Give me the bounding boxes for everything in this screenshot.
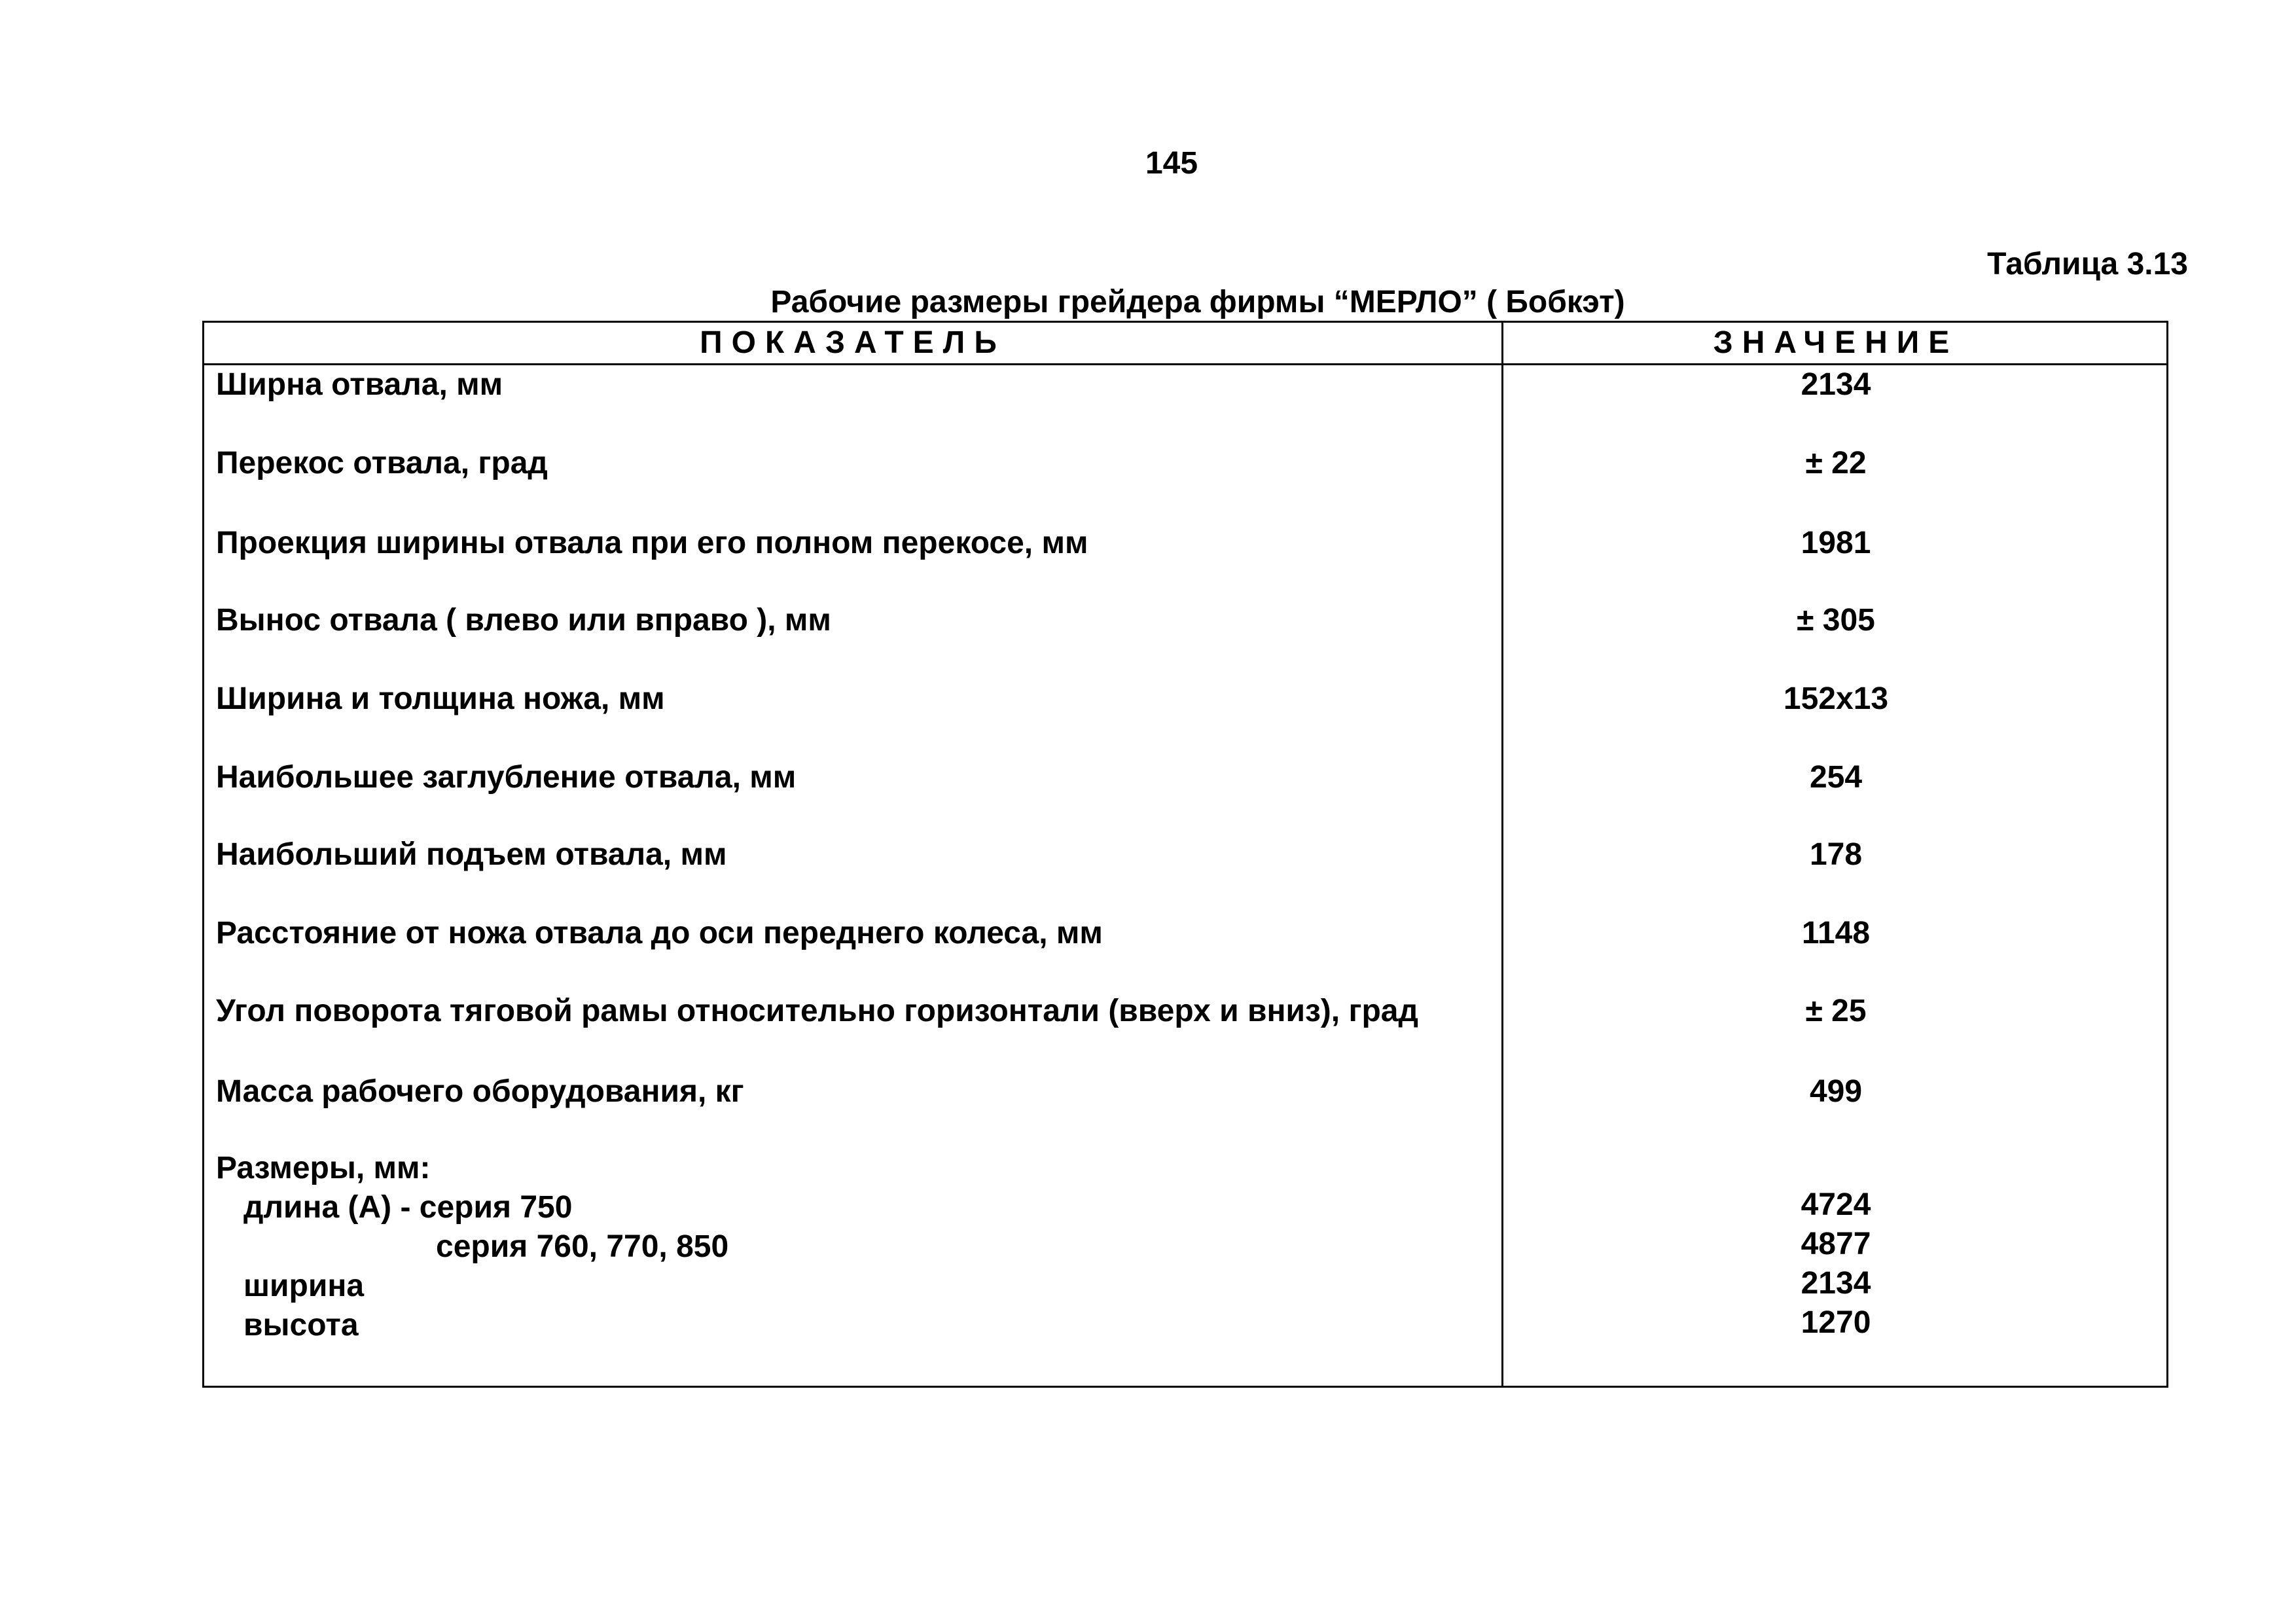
row-value-knife-to-axle: 1148 bbox=[1801, 916, 1871, 950]
row-value-max-depth: 254 bbox=[1809, 760, 1863, 795]
dimension-value-length-750: 4724 bbox=[1801, 1187, 1871, 1222]
table-title: Рабочие размеры грейдера фирмы “МЕРЛО” ( Бобкэт) bbox=[770, 285, 1625, 319]
row-label-equipment-mass: Масса рабочего оборудования, кг bbox=[216, 1074, 744, 1109]
data-table bbox=[202, 321, 2168, 1388]
table-label: Таблица 3.13 bbox=[1987, 247, 2188, 281]
row-value-blade-offset: ± 305 bbox=[1797, 603, 1875, 638]
row-value-equipment-mass: 499 bbox=[1809, 1074, 1863, 1109]
row-value-knife-size: 152х13 bbox=[1783, 681, 1889, 716]
dimension-value-height: 1270 bbox=[1801, 1305, 1871, 1340]
row-label-knife-size: Ширина и толщина ножа, мм bbox=[216, 681, 665, 716]
dimension-label-width: ширина bbox=[243, 1269, 365, 1303]
page-number: 145 bbox=[1145, 146, 1198, 181]
dimension-value-width: 2134 bbox=[1801, 1266, 1871, 1301]
header-value: ЗНАЧЕНИЕ bbox=[1713, 325, 1959, 360]
row-value-frame-angle: ± 25 bbox=[1805, 994, 1867, 1028]
dimension-label-height: высота bbox=[243, 1308, 359, 1343]
row-value-blade-projection: 1981 bbox=[1801, 526, 1871, 560]
row-label-max-depth: Наибольшее заглубление отвала, мм bbox=[216, 760, 797, 795]
row-label-max-lift: Наибольший подъем отвала, мм bbox=[216, 837, 727, 872]
row-label-blade-projection: Проекция ширины отвала при его полном перекосе, мм bbox=[216, 526, 1088, 560]
dimension-value-length-760: 4877 bbox=[1801, 1227, 1871, 1261]
dimensions-heading: Размеры, мм: bbox=[216, 1151, 431, 1185]
row-label-knife-to-axle: Расстояние от ножа отвала до оси переднего колеса, мм bbox=[216, 916, 1103, 950]
row-label-blade-skew: Перекос отвала, град bbox=[216, 446, 548, 480]
row-value-blade-skew: ± 22 bbox=[1805, 446, 1867, 480]
row-value-blade-width: 2134 bbox=[1801, 367, 1871, 402]
dimension-label-length-750: длина (А) - серия 750 bbox=[243, 1190, 573, 1225]
row-value-max-lift: 178 bbox=[1809, 837, 1863, 872]
dimension-label-length-760: серия 760, 770, 850 bbox=[436, 1229, 729, 1264]
row-label-blade-width: Ширна отвала, мм bbox=[216, 367, 503, 402]
row-label-blade-offset: Вынос отвала ( влево или вправо ), мм bbox=[216, 603, 831, 638]
row-label-frame-angle: Угол поворота тяговой рамы относительно горизонтали (вверх и вниз), град bbox=[216, 994, 1418, 1028]
header-parameter: ПОКАЗАТЕЛЬ bbox=[700, 325, 1006, 360]
